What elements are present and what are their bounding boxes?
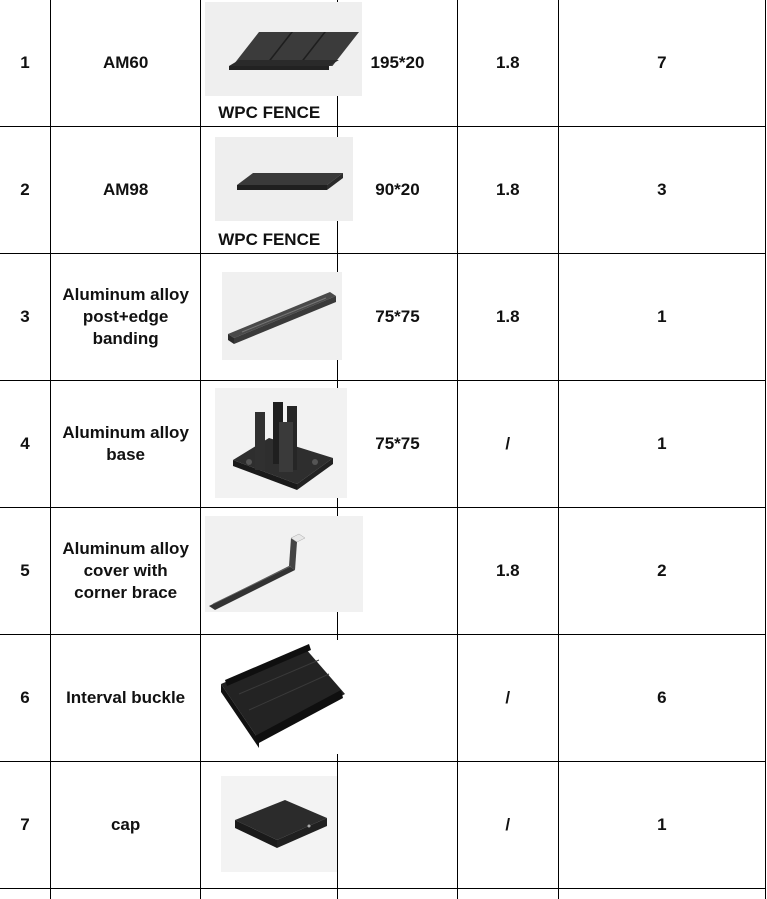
model-name: AM98 xyxy=(97,179,154,201)
table-row xyxy=(0,127,766,254)
quantity-cell: 2 xyxy=(558,508,765,635)
empty-cell xyxy=(201,889,338,899)
picture-cell xyxy=(201,508,338,635)
table-row xyxy=(0,762,766,889)
empty-cell xyxy=(50,889,201,899)
table-row xyxy=(0,254,766,381)
row-number: 6 xyxy=(0,635,50,762)
picture-cell xyxy=(201,381,338,508)
model-cell xyxy=(50,508,201,635)
image-caption: WPC FENCE xyxy=(201,229,337,251)
model-cell xyxy=(50,762,201,889)
table-row xyxy=(0,508,766,635)
interval-buckle-image xyxy=(215,640,351,754)
size-cell: 75*75 xyxy=(338,254,458,381)
model-cell xyxy=(50,0,201,127)
picture-cell xyxy=(201,635,338,762)
image-caption: WPC FENCE xyxy=(201,102,337,124)
size-cell: 90*20 xyxy=(338,127,458,254)
model-name: Aluminum alloy base xyxy=(51,422,201,466)
size-cell xyxy=(338,635,458,762)
thickness-cell: / xyxy=(457,762,558,889)
model-name: Aluminum alloy cover with corner brace xyxy=(51,538,201,604)
post-cap-image xyxy=(221,776,337,872)
quantity-cell: 1 xyxy=(558,762,765,889)
model-name: Aluminum alloy post+edge banding xyxy=(51,284,201,350)
table-row-partial xyxy=(0,889,766,899)
row-number: 5 xyxy=(0,508,50,635)
quantity-cell: 1 xyxy=(558,381,765,508)
quantity-cell: 1 xyxy=(558,254,765,381)
model-name: cap xyxy=(105,814,146,836)
size-cell: 75*75 xyxy=(338,381,458,508)
picture-cell xyxy=(201,127,338,254)
row-number: 4 xyxy=(0,381,50,508)
quantity-cell: 3 xyxy=(558,127,765,254)
empty-cell xyxy=(0,889,50,899)
thickness-cell: 1.8 xyxy=(457,508,558,635)
model-cell xyxy=(50,127,201,254)
aluminum-cover-image xyxy=(205,516,363,612)
size-cell xyxy=(338,762,458,889)
row-number: 7 xyxy=(0,762,50,889)
aluminum-base-image xyxy=(215,388,347,498)
table-row xyxy=(0,381,766,508)
quantity-cell: 7 xyxy=(558,0,765,127)
model-cell xyxy=(50,381,201,508)
row-number: 1 xyxy=(0,0,50,127)
wpc-fence-board-image xyxy=(205,2,362,96)
model-cell xyxy=(50,635,201,762)
thickness-cell: 1.8 xyxy=(457,254,558,381)
size-cell: 195*20 xyxy=(338,0,458,127)
quantity-cell: 6 xyxy=(558,635,765,762)
empty-cell xyxy=(338,889,458,899)
wpc-fence-board-image xyxy=(215,137,353,221)
table-row xyxy=(0,0,766,127)
model-cell xyxy=(50,254,201,381)
picture-cell xyxy=(201,0,338,127)
thickness-cell: / xyxy=(457,635,558,762)
row-number: 3 xyxy=(0,254,50,381)
model-name: Interval buckle xyxy=(60,687,191,709)
aluminum-post-image xyxy=(222,272,342,360)
empty-cell xyxy=(457,889,558,899)
picture-cell xyxy=(201,762,338,889)
picture-cell xyxy=(201,254,338,381)
table-row xyxy=(0,635,766,762)
model-name: AM60 xyxy=(97,52,154,74)
row-number: 2 xyxy=(0,127,50,254)
thickness-cell: 1.8 xyxy=(457,0,558,127)
thickness-cell: 1.8 xyxy=(457,127,558,254)
thickness-cell: / xyxy=(457,381,558,508)
empty-cell xyxy=(558,889,765,899)
